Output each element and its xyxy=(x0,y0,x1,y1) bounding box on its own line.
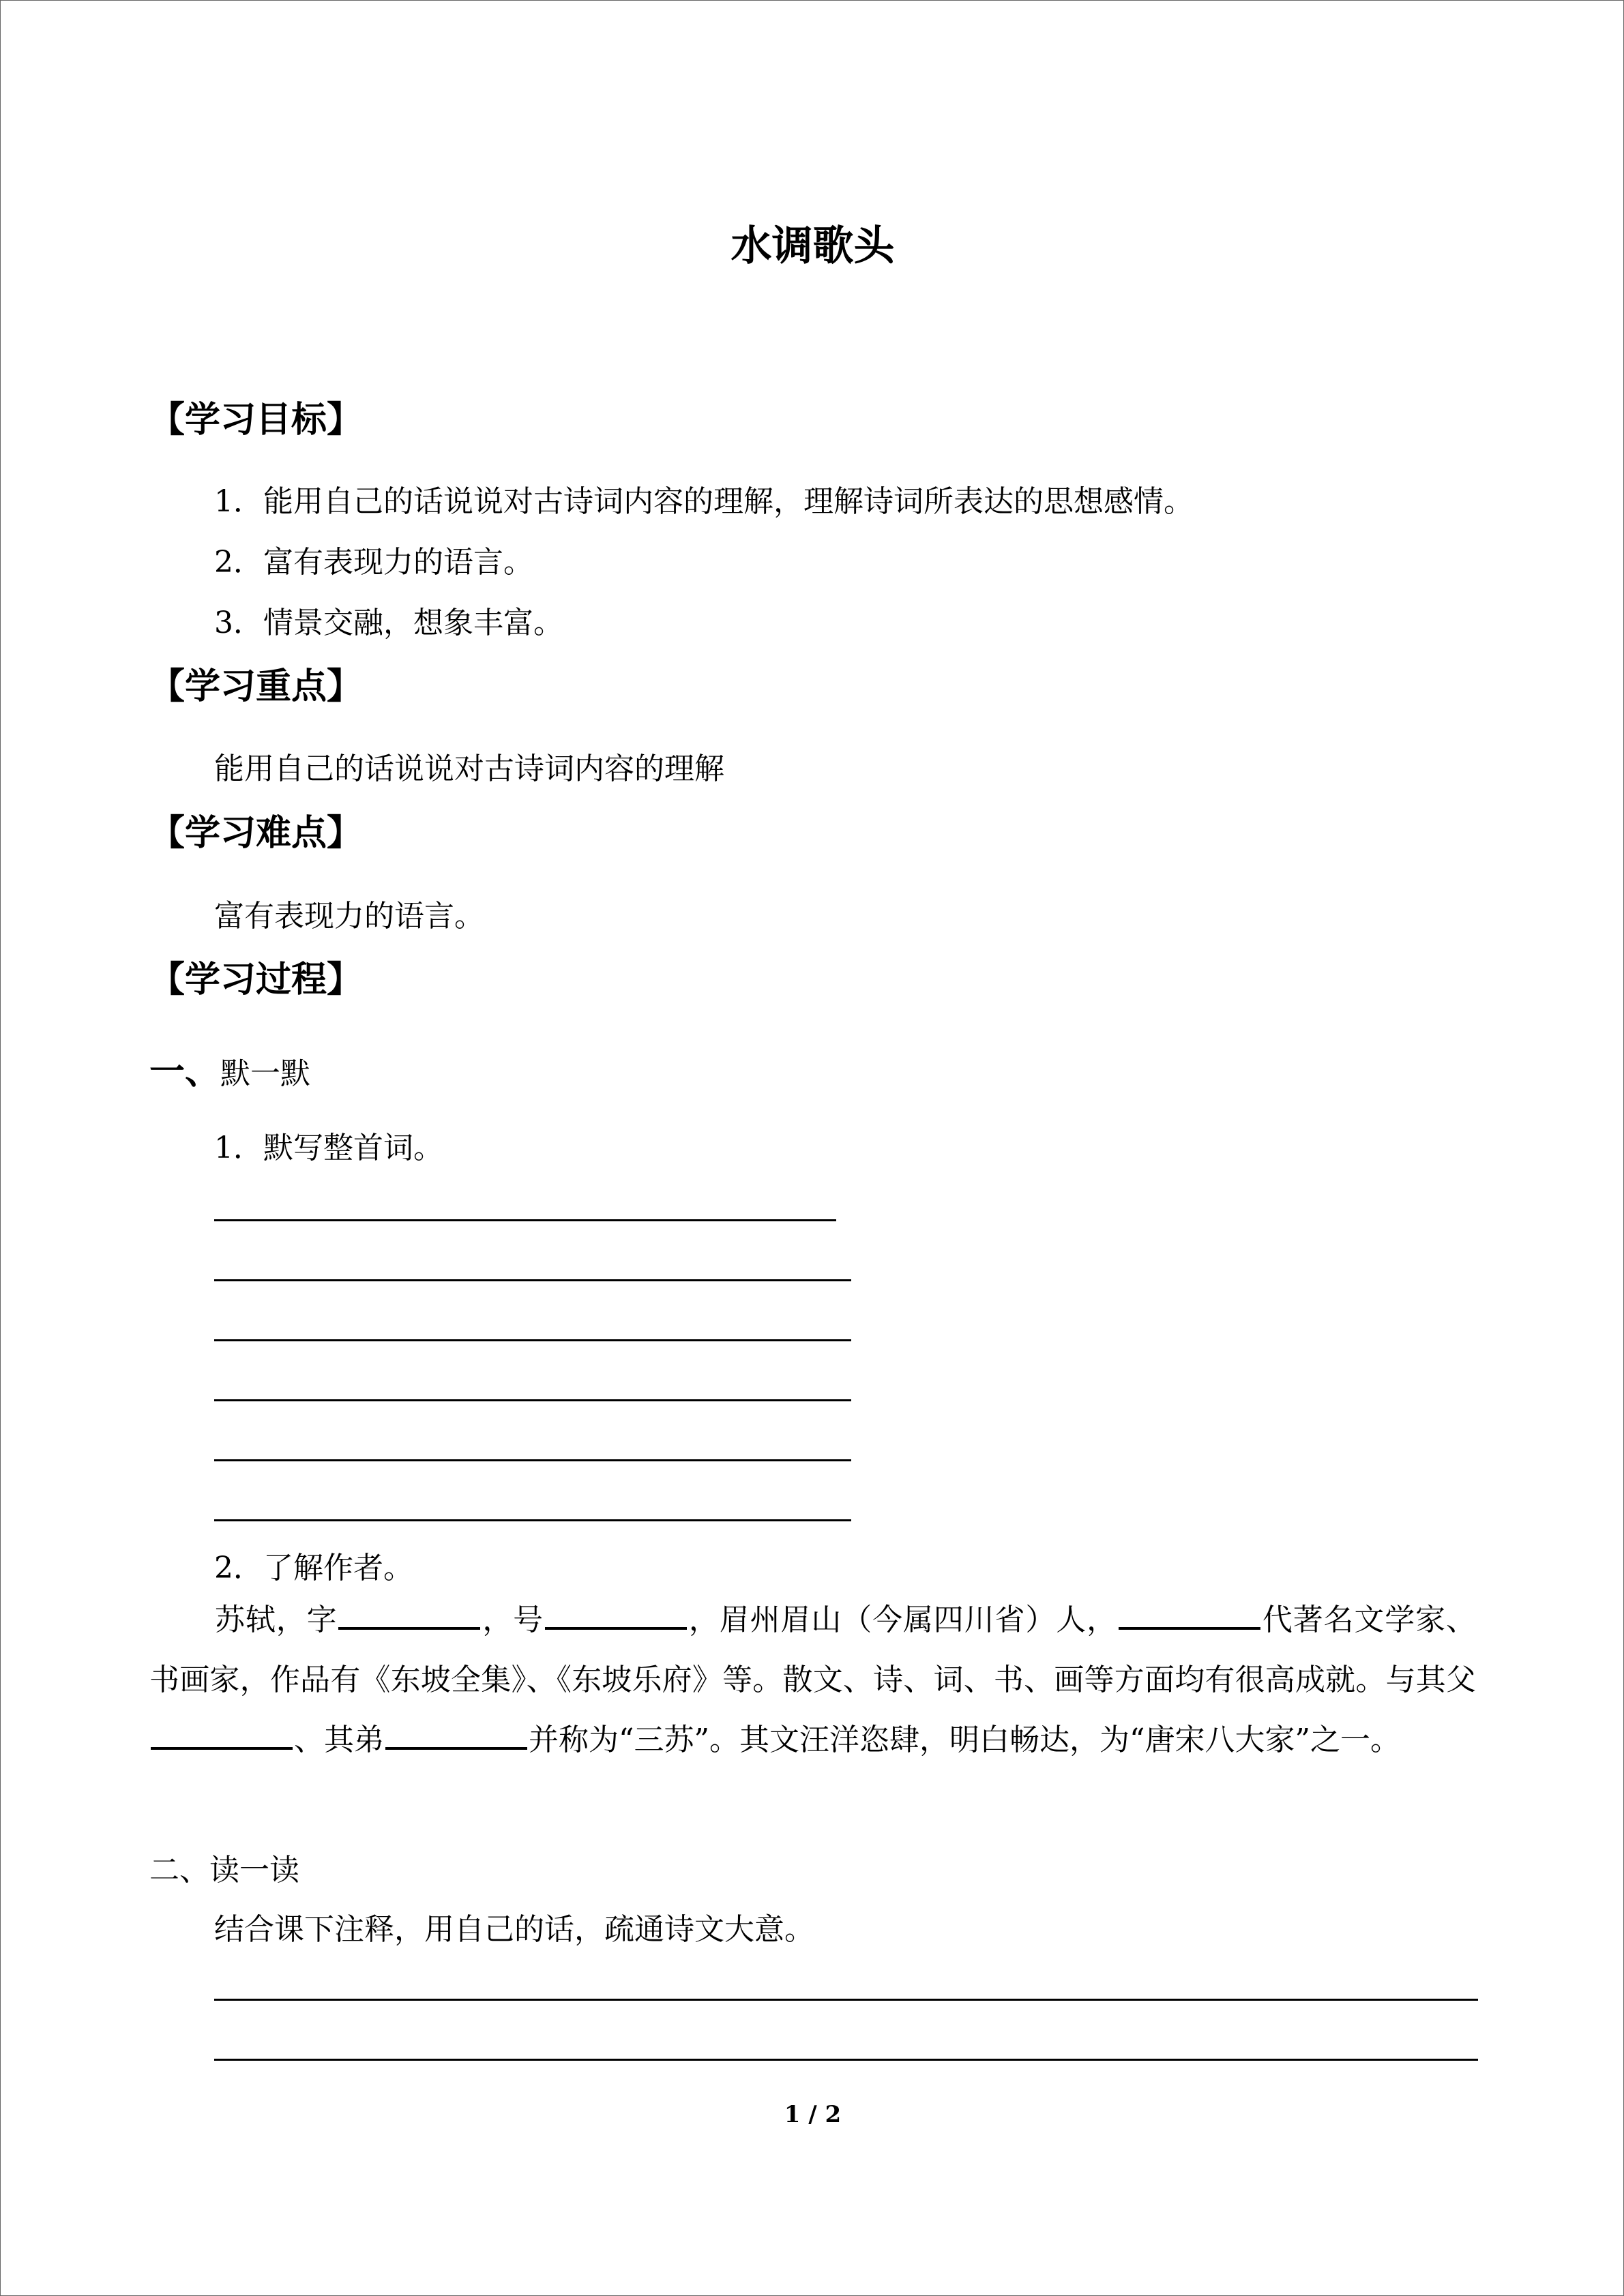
part2-answer-line-2[interactable] xyxy=(214,2059,1478,2061)
pen-name-blank[interactable] xyxy=(545,1597,687,1630)
answer-line-3[interactable] xyxy=(214,1339,851,1341)
answer-line-5[interactable] xyxy=(214,1459,851,1461)
part1-question-1: 1．默写整首词。 xyxy=(214,1131,443,1165)
answer-line-2[interactable] xyxy=(214,1279,851,1281)
objective-item-3: 3．情景交融，想象丰富。 xyxy=(214,606,563,640)
father-blank[interactable] xyxy=(151,1717,293,1750)
author-text-6: 并称为“三苏”。其文汪洋恣肆，明白畅达，为“唐宋八大家”之一。 xyxy=(529,1723,1400,1757)
part2-answer-line-1[interactable] xyxy=(214,1999,1478,2001)
part2-instruction: 结合课下注释，用自己的话，疏通诗文大意。 xyxy=(214,1912,814,1947)
page-title: 水调歌头 xyxy=(730,222,895,270)
author-text-3: ，眉州眉山（今属四川省）人， xyxy=(688,1602,1117,1637)
answer-line-1[interactable] xyxy=(214,1219,836,1221)
brother-blank[interactable] xyxy=(385,1717,527,1750)
part1-title xyxy=(149,1043,310,1094)
objectives-heading: 【学习目标】 xyxy=(149,400,363,441)
author-text-2: ，号 xyxy=(482,1602,544,1637)
style-name-blank[interactable] xyxy=(338,1597,480,1630)
part1-question-2: 2．了解作者。 xyxy=(214,1551,413,1585)
author-text-1: 苏轼，字 xyxy=(215,1602,338,1637)
author-text-5: 、其弟 xyxy=(294,1723,384,1757)
process-heading: 【学习过程】 xyxy=(149,959,363,1000)
author-paragraph xyxy=(149,1590,1476,1770)
key-points-heading: 【学习重点】 xyxy=(149,666,363,707)
answer-line-6[interactable] xyxy=(214,1519,851,1521)
key-points-text: 能用自己的话说说对古诗词内容的理解 xyxy=(214,751,724,786)
author-text-4: 代著名文学家、书画家，作品有《东坡全集》、《东坡乐府》等。散文、诗、词、书、画等方面均有很高成就。与其父 xyxy=(149,1602,1477,1697)
difficulties-text: 富有表现力的语言。 xyxy=(214,899,484,934)
difficulties-heading: 【学习难点】 xyxy=(149,813,363,854)
part1-label: 默一默 xyxy=(220,1056,311,1091)
objective-item-1: 1．能用自己的话说说对古诗词内容的理解，理解诗词所表达的思想感情。 xyxy=(214,484,1194,519)
objective-item-2: 2．富有表现力的语言。 xyxy=(214,545,533,580)
page-number: 1 / 2 xyxy=(784,2101,842,2128)
part1-number: 一、 xyxy=(149,1052,221,1092)
part2-title: 二、读一读 xyxy=(149,1853,299,1888)
dynasty-blank[interactable] xyxy=(1119,1597,1260,1630)
answer-line-4[interactable] xyxy=(214,1399,851,1401)
